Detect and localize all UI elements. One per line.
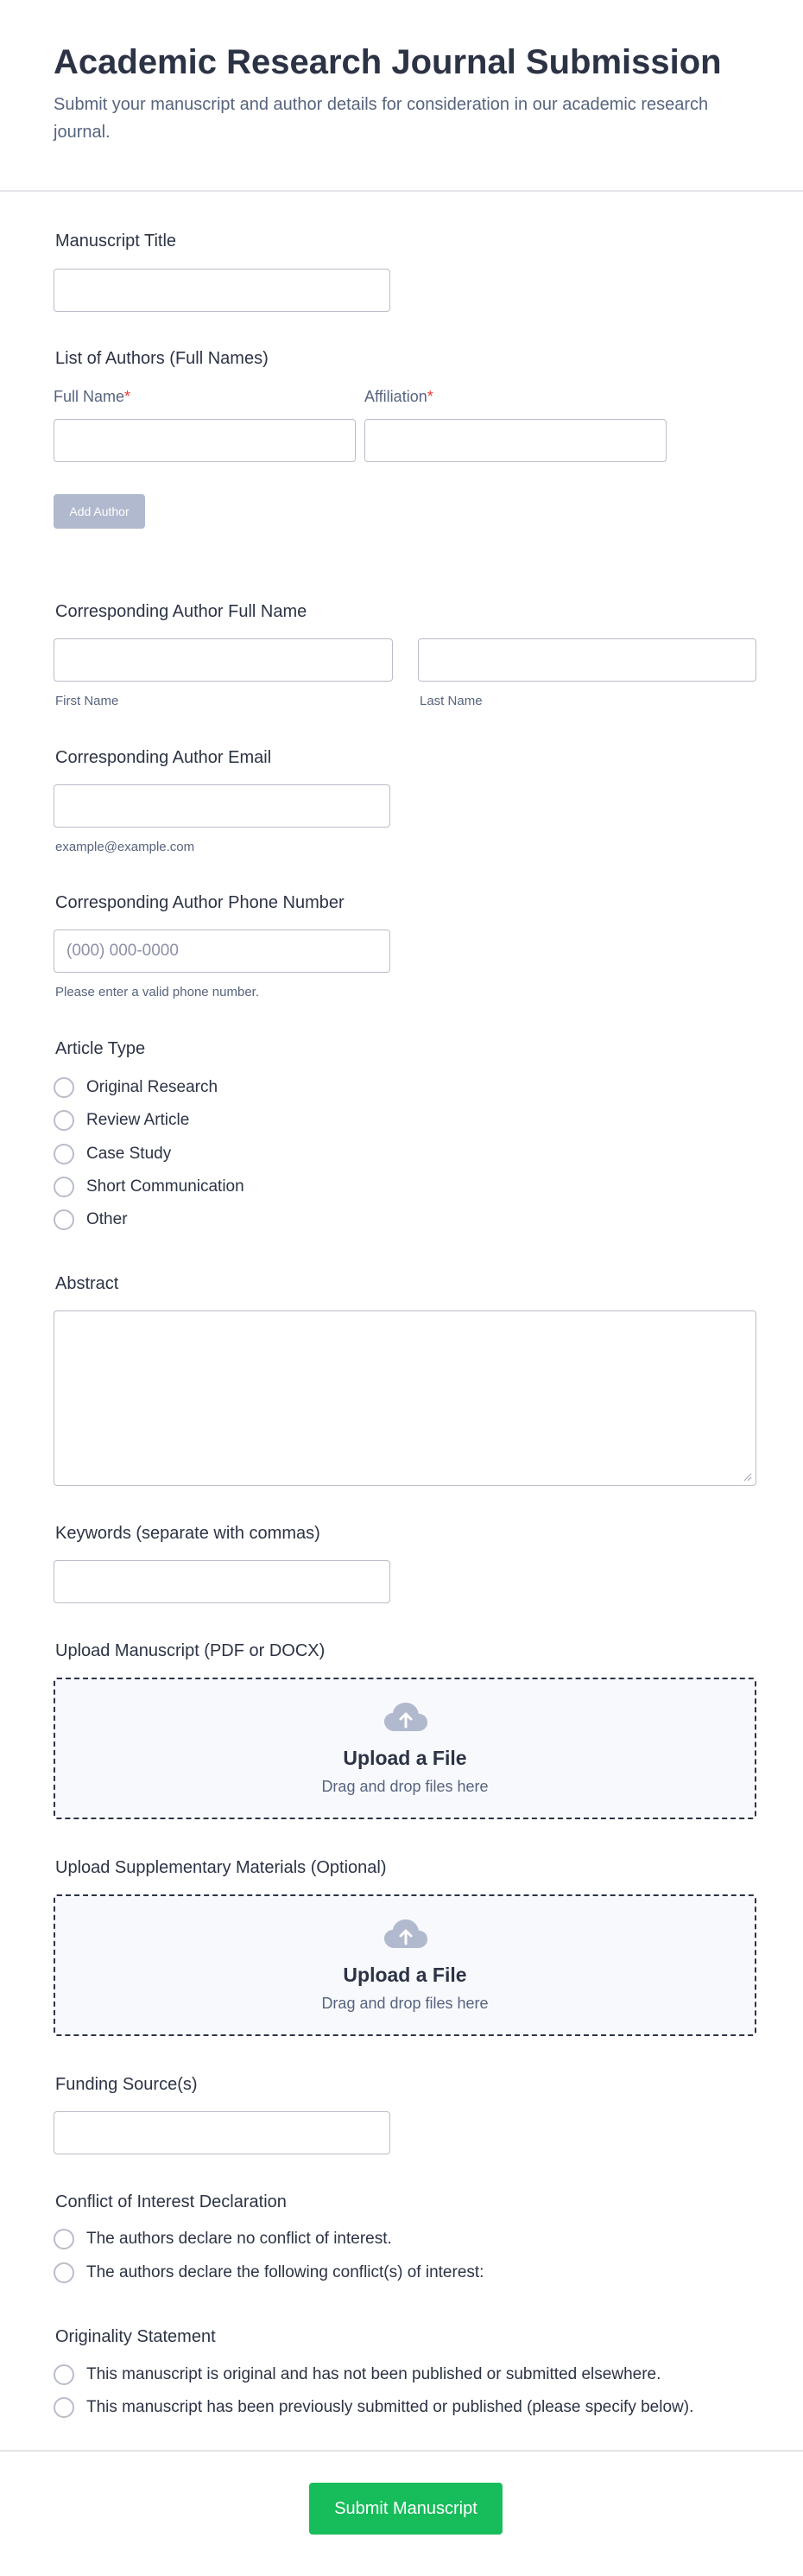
- first-name-input[interactable]: [54, 638, 393, 682]
- manuscript-title-input[interactable]: [54, 269, 390, 312]
- radio-other[interactable]: [54, 1209, 74, 1230]
- author-full-name-input[interactable]: [54, 419, 356, 462]
- phone-input[interactable]: [54, 930, 390, 973]
- radio-label-review-article[interactable]: Review Article: [86, 1111, 190, 1129]
- phone-placeholder: (000) 000-0000: [66, 942, 179, 960]
- corresponding-name-label: Corresponding Author Full Name: [55, 602, 307, 621]
- author-affiliation-input[interactable]: [364, 419, 667, 462]
- add-author-button[interactable]: Add Author: [54, 494, 145, 529]
- authors-label: List of Authors (Full Names): [55, 349, 269, 368]
- supplementary-upload-subtitle: Drag and drop files here: [321, 1995, 489, 2012]
- first-name-hint: First Name: [55, 694, 119, 708]
- required-mark: *: [124, 388, 131, 405]
- upload-supplementary-label: Upload Supplementary Materials (Optional): [55, 1858, 387, 1877]
- radio-original[interactable]: [54, 2364, 74, 2385]
- funding-label: Funding Source(s): [55, 2075, 198, 2094]
- keywords-label: Keywords (separate with commas): [55, 1524, 320, 1543]
- full-name-column-label: Full Name: [54, 388, 125, 405]
- last-name-hint: Last Name: [420, 694, 483, 708]
- form-header: [0, 0, 803, 192]
- supplementary-upload-title: Upload a File: [343, 1964, 467, 1986]
- email-label: Corresponding Author Email: [55, 748, 272, 767]
- manuscript-title-label: Manuscript Title: [55, 232, 177, 251]
- cloud-upload-icon: [383, 1700, 428, 1735]
- phone-label: Corresponding Author Phone Number: [55, 893, 345, 912]
- form-title: Academic Research Journal Submission: [54, 43, 722, 81]
- radio-original-research[interactable]: [54, 1077, 74, 1098]
- radio-label-has-conflict[interactable]: The authors declare the following conflict(s) of interest:: [86, 2263, 484, 2281]
- originality-label: Originality Statement: [55, 2327, 216, 2346]
- form-subtitle: Submit your manuscript and author details for consideration in our academic research journal.: [54, 95, 709, 142]
- keywords-input[interactable]: [54, 1560, 390, 1603]
- radio-review-article[interactable]: [54, 1110, 74, 1131]
- cloud-upload-icon: [383, 1917, 428, 1951]
- manuscript-upload-title: Upload a File: [343, 1747, 467, 1769]
- radio-label-short-communication[interactable]: Short Communication: [86, 1177, 244, 1196]
- author-affiliation-column: [364, 388, 433, 406]
- radio-short-communication[interactable]: [54, 1177, 74, 1197]
- submit-manuscript-button[interactable]: Submit Manuscript: [309, 2483, 503, 2535]
- last-name-input[interactable]: [418, 638, 756, 682]
- email-input[interactable]: [54, 784, 390, 828]
- radio-label-other[interactable]: Other: [86, 1210, 128, 1228]
- radio-case-study[interactable]: [54, 1144, 74, 1164]
- phone-hint: Please enter a valid phone number.: [55, 985, 259, 999]
- radio-previously-submitted[interactable]: [54, 2397, 74, 2418]
- required-mark: *: [427, 388, 433, 405]
- article-type-label: Article Type: [55, 1039, 146, 1058]
- radio-no-conflict[interactable]: [54, 2229, 74, 2249]
- footer-divider: [0, 2450, 803, 2452]
- radio-label-original-research[interactable]: Original Research: [86, 1078, 218, 1096]
- radio-label-case-study[interactable]: Case Study: [86, 1145, 172, 1163]
- supplementary-dropzone[interactable]: [54, 1894, 756, 2036]
- manuscript-upload-subtitle: Drag and drop files here: [321, 1778, 489, 1795]
- affiliation-column-label: Affiliation: [364, 388, 427, 405]
- email-hint: example@example.com: [55, 840, 195, 854]
- manuscript-dropzone[interactable]: [54, 1678, 756, 1819]
- radio-has-conflict[interactable]: [54, 2262, 74, 2283]
- upload-manuscript-label: Upload Manuscript (PDF or DOCX): [55, 1641, 326, 1660]
- funding-input[interactable]: [54, 2111, 390, 2154]
- conflict-label: Conflict of Interest Declaration: [55, 2192, 287, 2211]
- radio-label-no-conflict[interactable]: The authors declare no conflict of interest.: [86, 2230, 392, 2248]
- radio-label-previously-submitted[interactable]: This manuscript has been previously submitted or published (please specify below).: [86, 2398, 694, 2416]
- abstract-label: Abstract: [55, 1274, 119, 1293]
- abstract-textarea[interactable]: [54, 1310, 756, 1486]
- radio-label-original[interactable]: This manuscript is original and has not been published or submitted elsewhere.: [86, 2365, 661, 2383]
- author-full-name-column: [54, 388, 130, 406]
- resize-handle-icon[interactable]: [743, 1473, 752, 1482]
